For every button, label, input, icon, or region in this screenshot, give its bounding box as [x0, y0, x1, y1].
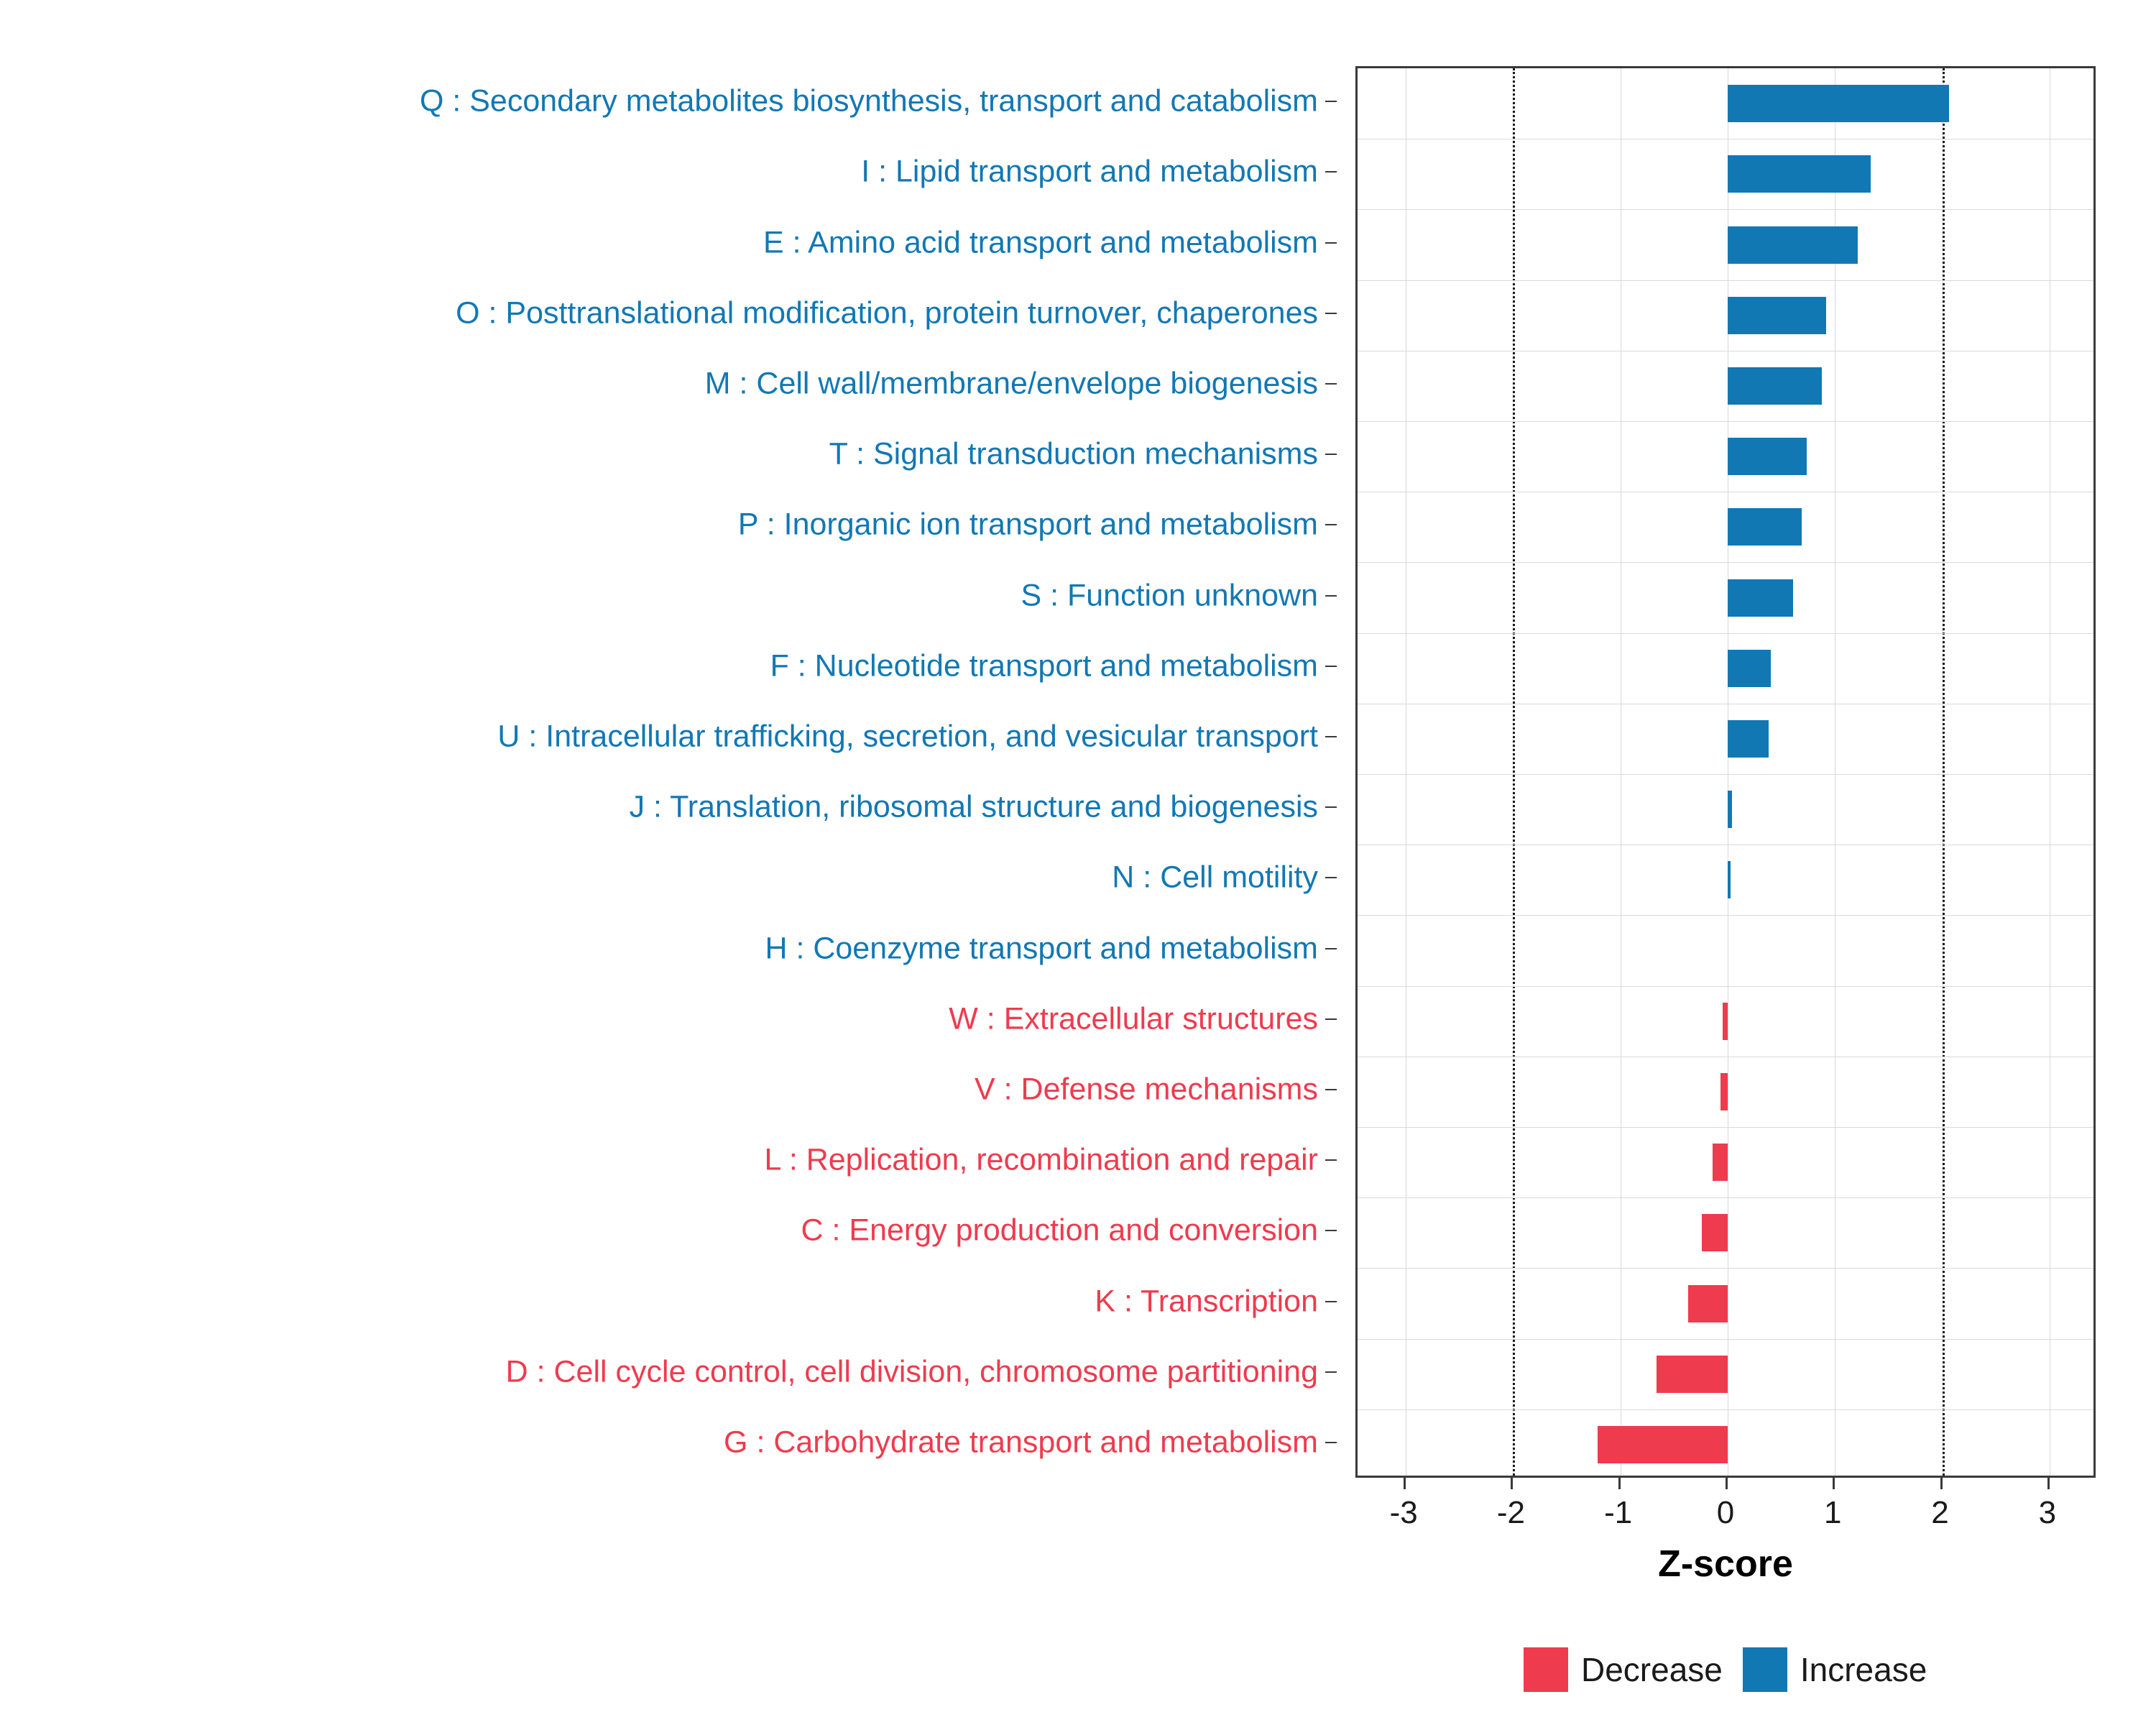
row-separator [1358, 421, 2093, 422]
category-label: K : Transcription [1095, 1284, 1318, 1318]
bar [1598, 1426, 1728, 1463]
x-tick-label: -3 [1389, 1495, 1418, 1530]
y-tick-mark [1325, 948, 1337, 949]
bar [1728, 650, 1771, 687]
category-label: F : Nucleotide transport and metabolism [770, 648, 1318, 684]
y-tick-mark [1325, 101, 1337, 102]
y-tick-mark [1325, 666, 1337, 667]
bar [1728, 508, 1802, 546]
legend-label: Increase [1800, 1651, 1927, 1688]
y-tick-mark [1325, 1371, 1337, 1373]
x-tick-label: 1 [1824, 1495, 1842, 1530]
y-tick-mark [1325, 171, 1337, 172]
y-tick-mark [1325, 877, 1337, 878]
y-tick-mark [1325, 313, 1337, 314]
y-tick-mark [1325, 1442, 1337, 1443]
row-separator [1358, 1268, 2093, 1269]
bar [1713, 1144, 1728, 1181]
y-tick-mark [1325, 806, 1337, 808]
category-label: G : Carbohydrate transport and metabolism [724, 1425, 1318, 1460]
row-separator [1358, 774, 2093, 775]
x-tick-label: 2 [1931, 1495, 1949, 1530]
category-label: U : Intracellular trafficking, secretion, and vesicular transport [497, 719, 1318, 754]
category-label: J : Translation, ribosomal structure and biogenesis [629, 789, 1318, 824]
legend-swatch [1524, 1647, 1568, 1692]
category-label: E : Amino acid transport and metabolism [763, 225, 1318, 259]
bar [1702, 1214, 1728, 1251]
category-label: S : Function unknown [1021, 578, 1318, 612]
bar [1728, 579, 1793, 617]
row-separator [1358, 1127, 2093, 1128]
category-label: Q : Secondary metabolites biosynthesis, transport and catabolism [419, 83, 1318, 119]
bar [1657, 1356, 1728, 1393]
category-label: O : Posttranslational modification, protein turnover, chaperones [456, 295, 1318, 331]
plot-area [1355, 66, 2096, 1478]
x-tick-mark [1726, 1478, 1728, 1489]
category-label: N : Cell motility [1112, 860, 1318, 895]
bar [1728, 861, 1731, 898]
y-tick-mark [1325, 595, 1337, 597]
legend [1524, 1647, 1927, 1692]
category-axis-labels [0, 66, 1337, 1478]
row-separator [1358, 280, 2093, 281]
x-axis-title: Z-score [1658, 1543, 1793, 1585]
x-tick-mark [1404, 1478, 1406, 1489]
row-separator [1358, 209, 2093, 210]
category-label: C : Energy production and conversion [801, 1213, 1318, 1248]
bar [1728, 155, 1871, 193]
x-tick-label: 3 [2038, 1495, 2057, 1530]
bar [1728, 791, 1732, 828]
x-tick-mark [2047, 1478, 2050, 1489]
x-tick-mark [1833, 1478, 1835, 1489]
row-separator [1358, 1409, 2093, 1410]
row-separator [1358, 915, 2093, 916]
category-label: H : Coenzyme transport and metabolism [765, 931, 1318, 965]
bar [1728, 438, 1807, 475]
y-tick-mark [1325, 1301, 1337, 1302]
x-tick-label: 0 [1716, 1495, 1735, 1530]
legend-item [1743, 1647, 1927, 1692]
bar [1728, 85, 1949, 122]
row-separator [1358, 562, 2093, 563]
bar [1688, 1285, 1728, 1322]
bar [1720, 1073, 1728, 1110]
legend-swatch [1743, 1647, 1787, 1692]
category-label: M : Cell wall/membrane/envelope biogenesis [704, 366, 1318, 401]
y-tick-mark [1325, 1230, 1337, 1231]
y-tick-mark [1325, 1089, 1337, 1090]
plot-inner [1358, 68, 2093, 1476]
y-tick-mark [1325, 383, 1337, 385]
bar [1728, 720, 1769, 758]
category-label: P : Inorganic ion transport and metabolism [737, 507, 1318, 542]
y-tick-mark [1325, 736, 1337, 737]
category-label: V : Defense mechanisms [975, 1072, 1318, 1107]
row-separator [1358, 1197, 2093, 1198]
bar [1728, 367, 1822, 405]
row-separator [1358, 633, 2093, 634]
x-tick-label: -2 [1496, 1495, 1525, 1530]
legend-label: Decrease [1581, 1651, 1723, 1688]
category-label: L : Replication, recombination and repair [764, 1142, 1318, 1177]
row-separator [1358, 1339, 2093, 1340]
bar [1723, 1003, 1728, 1040]
category-label: W : Extracellular structures [949, 1001, 1318, 1036]
category-label: I : Lipid transport and metabolism [861, 154, 1318, 189]
row-separator [1358, 986, 2093, 987]
y-tick-mark [1325, 1159, 1337, 1161]
x-tick-mark [1511, 1478, 1513, 1489]
category-label: D : Cell cycle control, cell division, chromosome partitioning [505, 1354, 1318, 1389]
y-tick-mark [1325, 242, 1337, 244]
x-tick-mark [1618, 1478, 1621, 1489]
y-tick-mark [1325, 454, 1337, 455]
bar [1728, 226, 1858, 264]
category-label: T : Signal transduction mechanisms [829, 436, 1318, 472]
x-tick-label: -1 [1604, 1495, 1633, 1530]
y-tick-mark [1325, 1018, 1337, 1020]
legend-item [1524, 1647, 1723, 1692]
x-tick-mark [1940, 1478, 1943, 1489]
bar [1728, 297, 1826, 334]
y-tick-mark [1325, 524, 1337, 525]
